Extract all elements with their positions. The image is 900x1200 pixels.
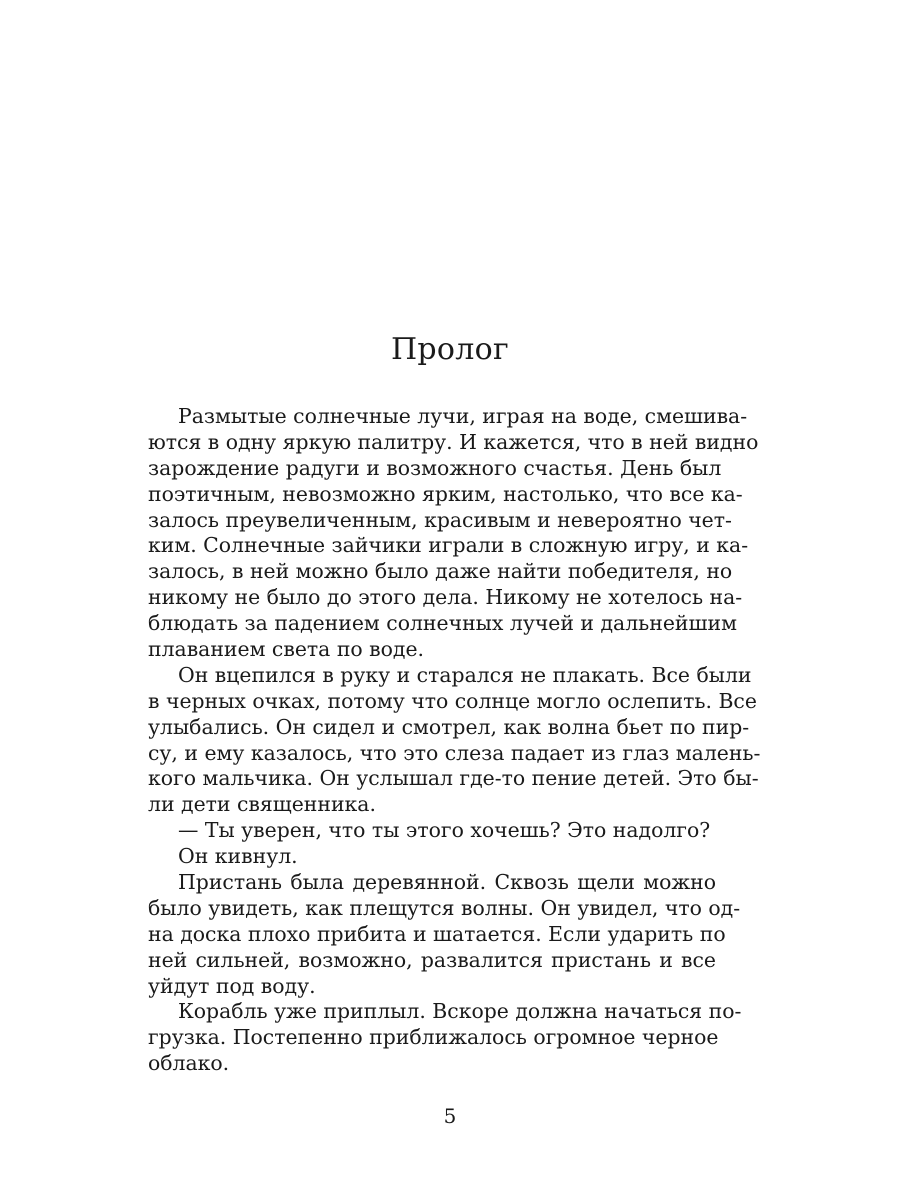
text-line: залось преувеличенным, красивым и невероятно чет- — [148, 507, 732, 532]
text-line: улыбались. Он сидел и смотрел, как волна бьет по пир- — [148, 714, 750, 739]
text-line: ются в одну яркую палитру. И кажется, что в ней видно — [148, 429, 759, 454]
text-line: плаванием света по воде. — [148, 637, 425, 662]
text-line: облако. — [148, 1051, 230, 1076]
text-line: было увидеть, как плещутся волны. Он увидел, что од- — [148, 895, 741, 920]
text-line: зарождение радуги и возможного счастья. День был — [148, 455, 722, 480]
page-number: 5 — [443, 1104, 457, 1128]
text-line: ней сильней, возможно, развалится пристань и все — [148, 947, 716, 972]
text-line: су, и ему казалось, что это слеза падает из глаз малень- — [148, 740, 761, 765]
text-line: ким. Солнечные зайчики играли в сложную игру, и ка- — [148, 533, 749, 558]
text-line: Размытые солнечные лучи, играя на воде, смешива- — [178, 404, 748, 428]
text-line: в черных очках, потому что солнце могло ослепить. Все — [148, 688, 757, 713]
text-line: Пристань была деревянной. Сквозь щели можно — [178, 870, 716, 895]
text-line: никому не было до этого дела. Никому не хотелось на- — [148, 585, 743, 610]
chapter-title: Пролог — [390, 332, 510, 367]
prologue-text — [148, 404, 761, 1077]
text-line: уйдут под воду. — [148, 973, 316, 998]
text-line: Он вцепился в руку и старался не плакать. Все были — [178, 662, 752, 687]
text-line: залось, в ней можно было даже найти победителя, но — [148, 559, 733, 584]
text-line: грузка. Постепенно приближалось огромное черное — [148, 1025, 719, 1050]
text-line: блюдать за падением солнечных лучей и дальнейшим — [148, 611, 737, 636]
text-line: на доска плохо прибита и шатается. Если ударить по — [148, 921, 726, 946]
dialogue-line: — Ты уверен, что ты этого хочешь? Это надолго? — [178, 818, 711, 843]
text-line: Корабль уже приплыл. Вскоре должна начаться по- — [178, 999, 742, 1024]
text-line: ли дети священника. — [148, 792, 376, 817]
text-line: поэтичным, невозможно ярким, настолько, что все ка- — [148, 481, 743, 506]
text-line: кого мальчика. Он услышал где-то пение детей. Это бы- — [148, 766, 759, 791]
text-line: Он кивнул. — [178, 844, 298, 869]
